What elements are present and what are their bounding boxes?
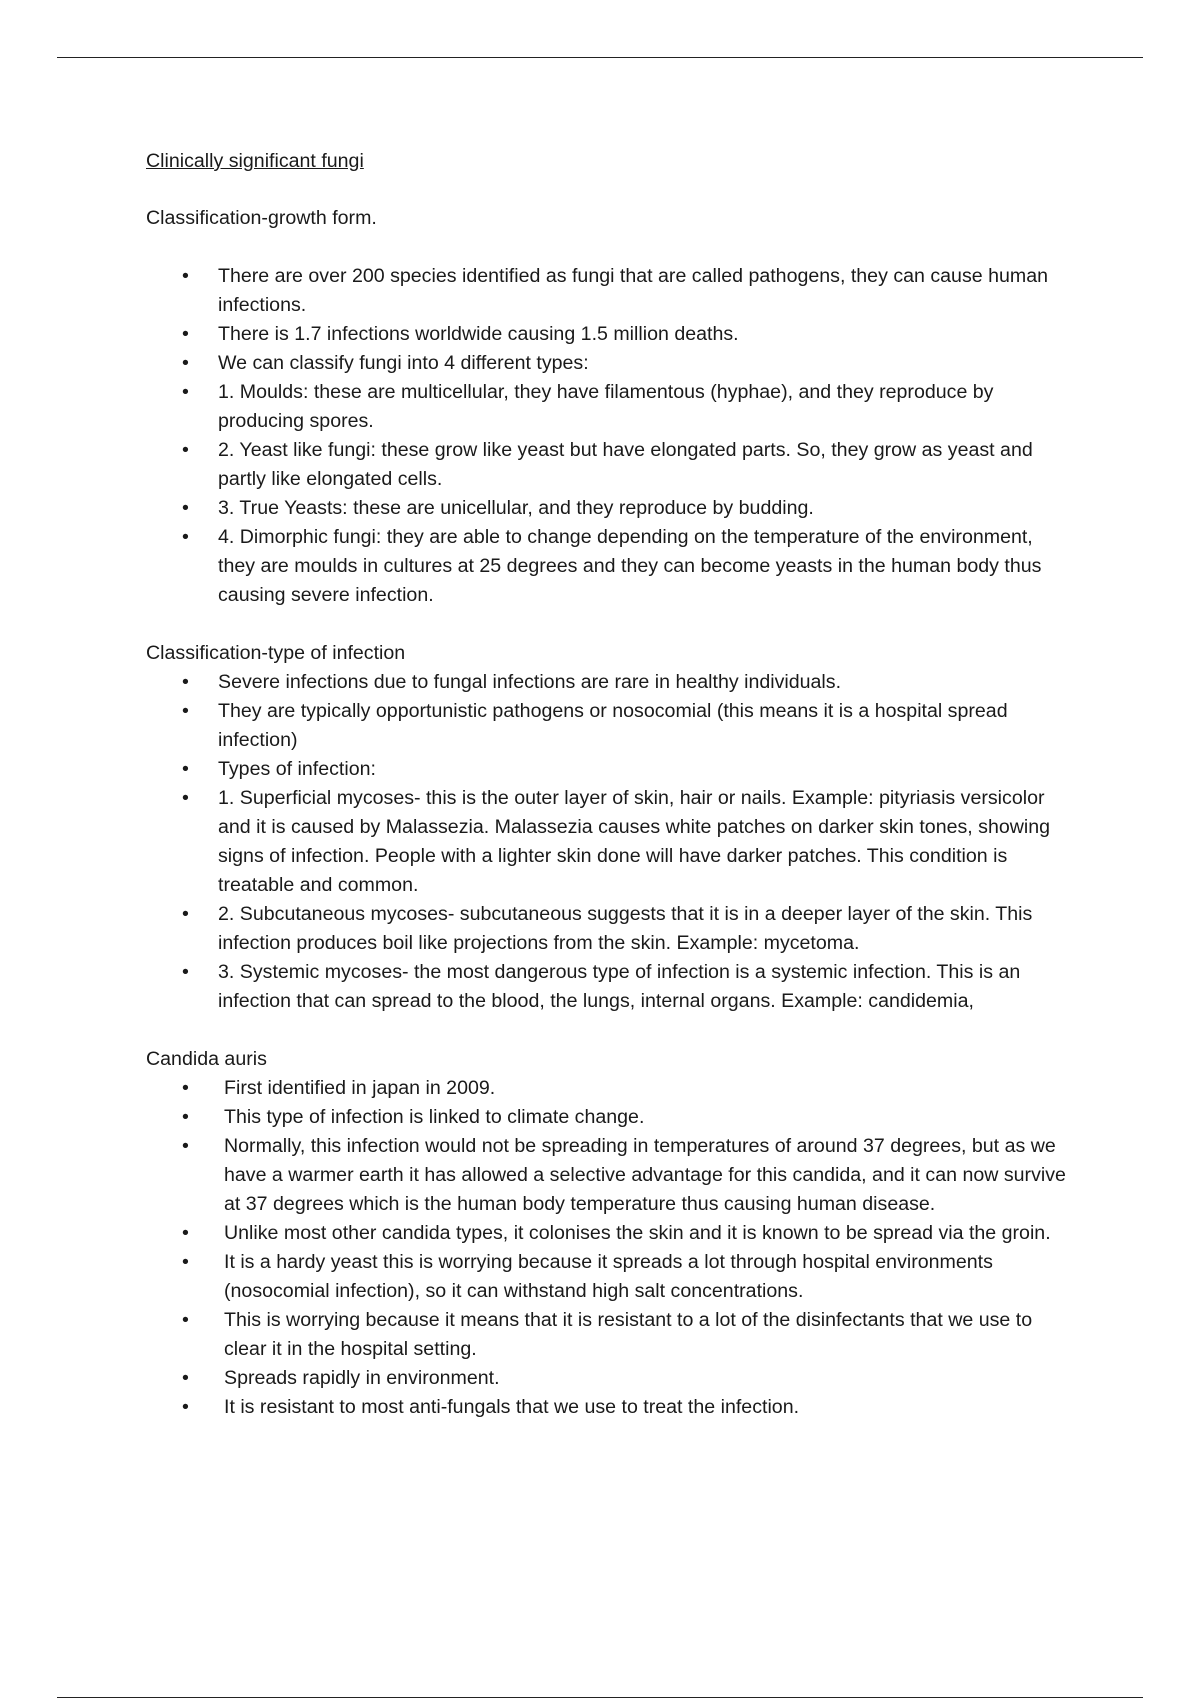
bullet-list-candida-auris xyxy=(146,1074,1066,1422)
list-item: • 4. Dimorphic fungi: they are able to change depending on the temperature of the environment, they are moulds in cultures at 25 degrees and they can become yeasts in the human body thus causing severe infection. xyxy=(146,523,1066,610)
list-item: • There is 1.7 infections worldwide causing 1.5 million deaths. xyxy=(146,320,1066,349)
bullet-list-type-of-infection xyxy=(146,668,1066,1016)
list-item: • Types of infection: xyxy=(146,755,1066,784)
header-rule xyxy=(57,57,1143,58)
list-item: • It is resistant to most anti-fungals that we use to treat the infection. xyxy=(146,1393,1066,1422)
list-item: • 3. True Yeasts: these are unicellular, and they reproduce by budding. xyxy=(146,494,1066,523)
list-item: • Spreads rapidly in environment. xyxy=(146,1364,1066,1393)
document-body xyxy=(146,147,1066,1422)
section-heading-growth-form: Classification-growth form. xyxy=(146,207,377,229)
list-item: • We can classify fungi into 4 different types: xyxy=(146,349,1066,378)
list-item: • This is worrying because it means that it is resistant to a lot of the disinfectants that we use to clear it in the hospital setting. xyxy=(146,1306,1066,1364)
section-heading-candida-auris: Candida auris xyxy=(146,1048,267,1070)
list-item: • 1. Moulds: these are multicellular, they have filamentous (hyphae), and they reproduce by producing spores. xyxy=(146,378,1066,436)
list-item: • It is a hardy yeast this is worrying because it spreads a lot through hospital environments (nosocomial infection), so it can withstand high salt concentrations. xyxy=(146,1248,1066,1306)
bullet-list-growth-form xyxy=(146,262,1066,610)
list-item: • 3. Systemic mycoses- the most dangerous type of infection is a systemic infection. This is an infection that can spread to the blood, the lungs, internal organs. Example: candidemia, xyxy=(146,958,1066,1016)
list-item: • This type of infection is linked to climate change. xyxy=(146,1103,1066,1132)
list-item: • Normally, this infection would not be spreading in temperatures of around 37 degrees, but as we have a warmer earth it has allowed a selective advantage for this candida, and it can now survive at 37 degrees which is the human body temperature thus causing human disease. xyxy=(146,1132,1066,1219)
section-heading-type-of-infection: Classification-type of infection xyxy=(146,642,406,664)
list-item: • 1. Superficial mycoses- this is the outer layer of skin, hair or nails. Example: pityriasis versicolor and it is caused by Malassezia. Malassezia causes white patches on darker skin tones, showing signs of infection. People with a lighter skin done will have darker patches. This condition is treatable and common. xyxy=(146,784,1066,900)
footer-rule xyxy=(57,1697,1143,1698)
list-item: • First identified in japan in 2009. xyxy=(146,1074,1066,1103)
list-item: • There are over 200 species identified as fungi that are called pathogens, they can cause human infections. xyxy=(146,262,1066,320)
list-item: • They are typically opportunistic pathogens or nosocomial (this means it is a hospital spread infection) xyxy=(146,697,1066,755)
document-title: Clinically significant fungi xyxy=(146,150,364,172)
list-item: • Severe infections due to fungal infections are rare in healthy individuals. xyxy=(146,668,1066,697)
list-item: • Unlike most other candida types, it colonises the skin and it is known to be spread via the groin. xyxy=(146,1219,1066,1248)
list-item: • 2. Subcutaneous mycoses- subcutaneous suggests that it is in a deeper layer of the skin. This infection produces boil like projections from the skin. Example: mycetoma. xyxy=(146,900,1066,958)
list-item: • 2. Yeast like fungi: these grow like yeast but have elongated parts. So, they grow as yeast and partly like elongated cells. xyxy=(146,436,1066,494)
